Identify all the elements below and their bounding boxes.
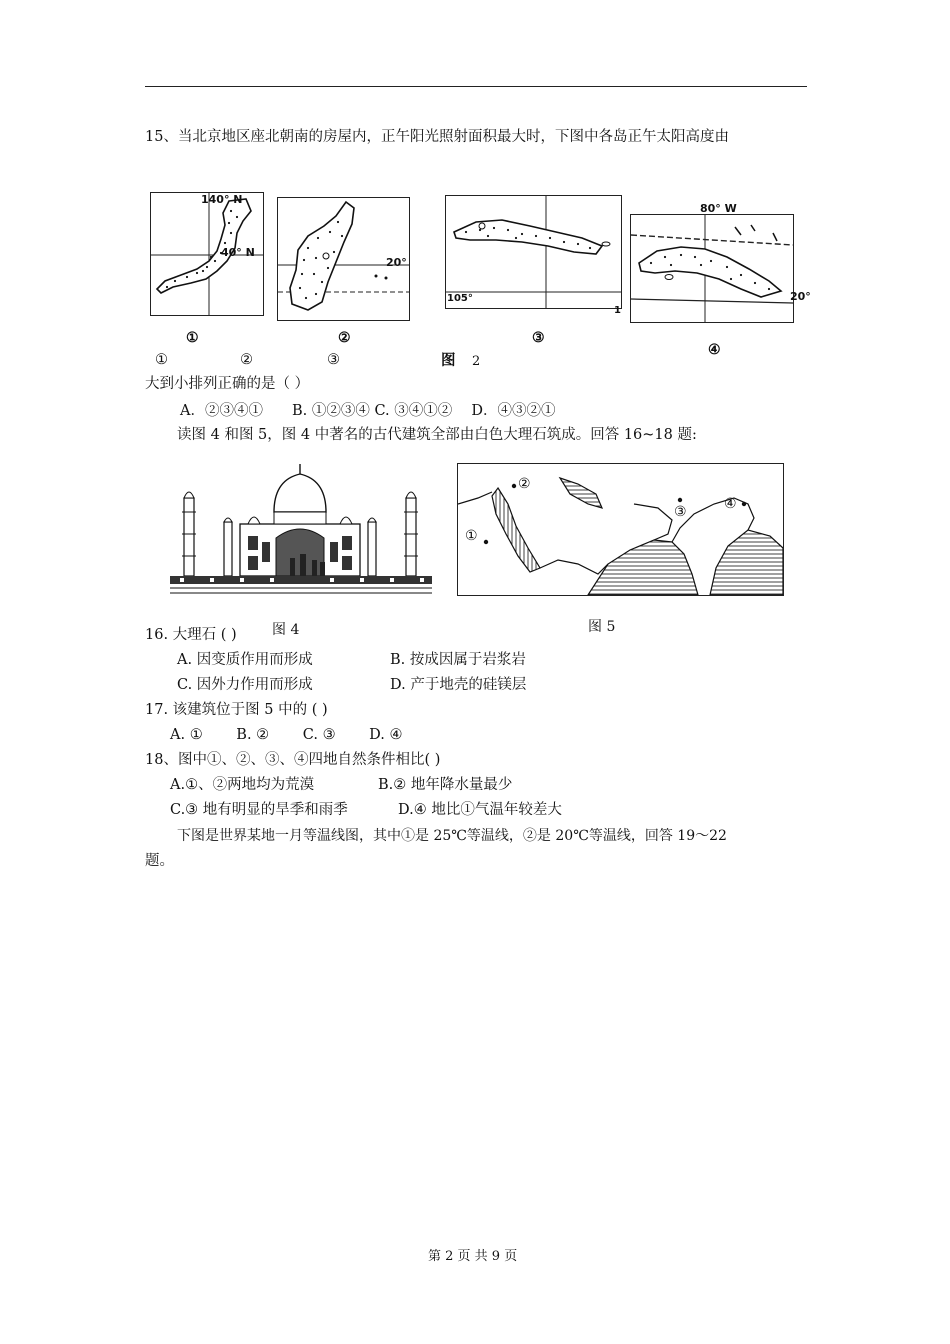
q16-option-b: B. 按成因属于岩浆岩 <box>390 652 526 668</box>
map3-lon-label: 105° <box>447 293 473 304</box>
q15-stem-line2: 大到小排列正确的是（ ） <box>145 376 310 392</box>
map-japan <box>150 192 264 316</box>
map-cuba-drawing <box>631 215 793 322</box>
map1-lat-label: 40° N <box>221 246 255 259</box>
q18-option-d: D.④ 地比①气温年较差大 <box>398 802 562 818</box>
page-footer: 第 2 页 共 9 页 <box>428 1249 518 1264</box>
fig5-label-4: ④ <box>724 496 737 512</box>
q15-stem-line1: 15、当北京地区座北朝南的房屋内，正午阳光照射面积最大时，下图中各岛正午太阳高度由 <box>145 129 729 145</box>
fig4-taj-mahal <box>170 462 432 598</box>
fig4-caption: 图 4 <box>272 622 300 638</box>
fig5-label-1: ① <box>465 528 478 544</box>
map4-lat-label: 20° <box>790 290 811 303</box>
map1-lon-label: 140° N <box>201 193 243 206</box>
q16-option-d: D. 产于地壳的硅镁层 <box>390 677 527 693</box>
map3-edge-label: 1 <box>614 305 621 316</box>
bottom-number-1: ① <box>155 352 168 368</box>
intro-16-18: 读图 4 和图 5，图 4 中著名的古代建筑全部由白色大理石筑成。回答 16~18 题: <box>177 427 697 443</box>
q17-options: A. ① B. ② C. ③ D. ④ <box>170 727 403 743</box>
q16-option-c: C. 因外力作用而形成 <box>177 677 313 693</box>
map-madagascar <box>277 197 410 321</box>
header-rule <box>145 86 807 87</box>
q18-stem: 18、图中①、②、③、④四地自然条件相比( ) <box>145 752 441 768</box>
fig5-label-3: ③ <box>674 504 687 520</box>
q17-stem: 17. 该建筑位于图 5 中的 ( ) <box>145 702 328 718</box>
intro-19-22-line1: 下图是世界某地一月等温线图，其中①是 25℃等温线，②是 20℃等温线，回答 19～22 <box>177 828 727 844</box>
map-number-2: ② <box>338 330 351 346</box>
map4-lon-label-visible: 80° W <box>700 202 737 215</box>
fig2-caption: 图 <box>441 352 456 369</box>
map-java <box>445 195 622 309</box>
map-java-drawing <box>446 196 621 308</box>
map-cuba <box>630 214 794 323</box>
q18-option-c: C.③ 地有明显的旱季和雨季 <box>170 802 348 818</box>
q18-option-a: A.①、②两地均为荒漠 <box>170 777 315 793</box>
map-number-1: ① <box>186 330 199 346</box>
fig5-caption: 图 5 <box>588 619 616 635</box>
q16-option-a: A. 因变质作用而形成 <box>177 652 313 668</box>
fig5-label-2: ② <box>518 476 531 492</box>
q16-stem: 16. 大理石 ( ) <box>145 627 237 643</box>
fig5-map-drawing <box>458 464 783 595</box>
bottom-number-3: ③ <box>327 352 340 368</box>
fig5-map <box>457 463 784 596</box>
map2-lat-label: 20° <box>386 256 407 269</box>
bottom-number-2: ② <box>240 352 253 368</box>
q15-options: A．②③④① B. ①②③④ C. ③④①② D．④③②① <box>180 403 556 419</box>
map-number-3: ③ <box>532 330 545 346</box>
q18-option-b: B.② 地年降水量最少 <box>378 777 513 793</box>
map-number-4: ④ <box>708 342 721 358</box>
taj-mahal-drawing <box>170 462 432 598</box>
intro-19-22-line2: 题。 <box>145 853 174 869</box>
fig2-number: 2 <box>472 354 481 369</box>
